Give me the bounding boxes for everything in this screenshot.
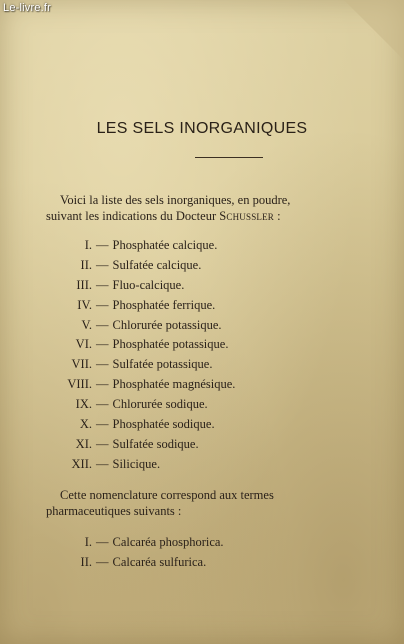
- list-item: [40, 532, 380, 552]
- item-name: Sulfatée calcique.: [112, 257, 202, 272]
- item-dash: —: [96, 456, 109, 471]
- nomenclature-line-2: pharmaceutiques suivants :: [46, 504, 182, 518]
- salts-list: [40, 236, 380, 475]
- nomenclature-paragraph: [46, 487, 386, 519]
- intro-line-1: Voici la liste des sels inorganiques, en poudre,: [60, 193, 291, 207]
- item-numeral: XII.: [71, 456, 92, 471]
- item-numeral: IX.: [75, 397, 92, 412]
- intro-line-2: [46, 208, 386, 224]
- list-item: [40, 296, 380, 316]
- item-numeral: VI.: [75, 337, 92, 352]
- item-name: Phosphatée sodique.: [112, 417, 215, 432]
- list-item: [40, 552, 380, 572]
- item-name: Chlorurée sodique.: [112, 397, 208, 412]
- list-item: [40, 455, 380, 475]
- list-item: [40, 256, 380, 276]
- intro-paragraph: [46, 192, 386, 224]
- watermark: Le-livre.fr: [3, 2, 52, 14]
- item-name: Silicique.: [112, 456, 161, 471]
- item-numeral: I.: [84, 535, 92, 549]
- title-rule: [195, 157, 263, 158]
- nomenclature-line-1: Cette nomenclature correspond aux termes: [60, 488, 274, 502]
- item-numeral: XI.: [75, 436, 92, 451]
- item-name: Sulfatée sodique.: [112, 436, 199, 451]
- item-dash: —: [96, 535, 109, 549]
- item-name: Phosphatée magnésique.: [112, 377, 236, 392]
- item-name: Phosphatée potassique.: [112, 337, 229, 352]
- item-numeral: II.: [80, 257, 92, 272]
- item-name: Phosphatée ferrique.: [112, 297, 216, 312]
- intro-line-2-end: :: [274, 209, 281, 223]
- intro-line-2-text: suivant les indications du Docteur: [46, 209, 220, 223]
- item-numeral: IV.: [77, 297, 92, 312]
- list-item: [40, 435, 380, 455]
- item-dash: —: [96, 277, 109, 292]
- item-dash: —: [96, 436, 109, 451]
- item-dash: —: [96, 297, 109, 312]
- item-numeral: II.: [80, 555, 92, 569]
- item-numeral: V.: [81, 317, 92, 332]
- item-dash: —: [96, 357, 109, 372]
- item-numeral: X.: [79, 417, 92, 432]
- item-name: Calcaréa phosphorica.: [112, 535, 224, 549]
- item-numeral: VII.: [71, 357, 92, 372]
- item-name: Calcaréa sulfurica.: [112, 555, 207, 569]
- item-name: Sulfatée potassique.: [112, 357, 213, 372]
- item-numeral: III.: [76, 277, 92, 292]
- item-numeral: VIII.: [67, 377, 92, 392]
- item-dash: —: [96, 397, 109, 412]
- list-item: [40, 395, 380, 415]
- item-dash: —: [96, 317, 109, 332]
- list-item: [40, 335, 380, 355]
- list-item: [40, 316, 380, 336]
- item-dash: —: [96, 377, 109, 392]
- list-item: [40, 375, 380, 395]
- item-name: Chlorurée potassique.: [112, 317, 222, 332]
- page-corner-fold: [344, 0, 404, 60]
- item-dash: —: [96, 238, 109, 252]
- list-item: [40, 355, 380, 375]
- list-item: [40, 276, 380, 296]
- list-item: [40, 236, 380, 256]
- item-numeral: I.: [84, 238, 92, 252]
- item-dash: —: [96, 257, 109, 272]
- item-dash: —: [96, 337, 109, 352]
- page-title: LES SELS INORGANIQUES: [96, 120, 308, 137]
- item-name: Phosphatée calcique.: [112, 238, 218, 252]
- item-name: Fluo-calcique.: [112, 277, 185, 292]
- terms-list: [40, 532, 380, 572]
- item-dash: —: [96, 417, 109, 432]
- doctor-name: Schussler: [219, 209, 274, 223]
- list-item: [40, 415, 380, 435]
- item-dash: —: [96, 555, 109, 569]
